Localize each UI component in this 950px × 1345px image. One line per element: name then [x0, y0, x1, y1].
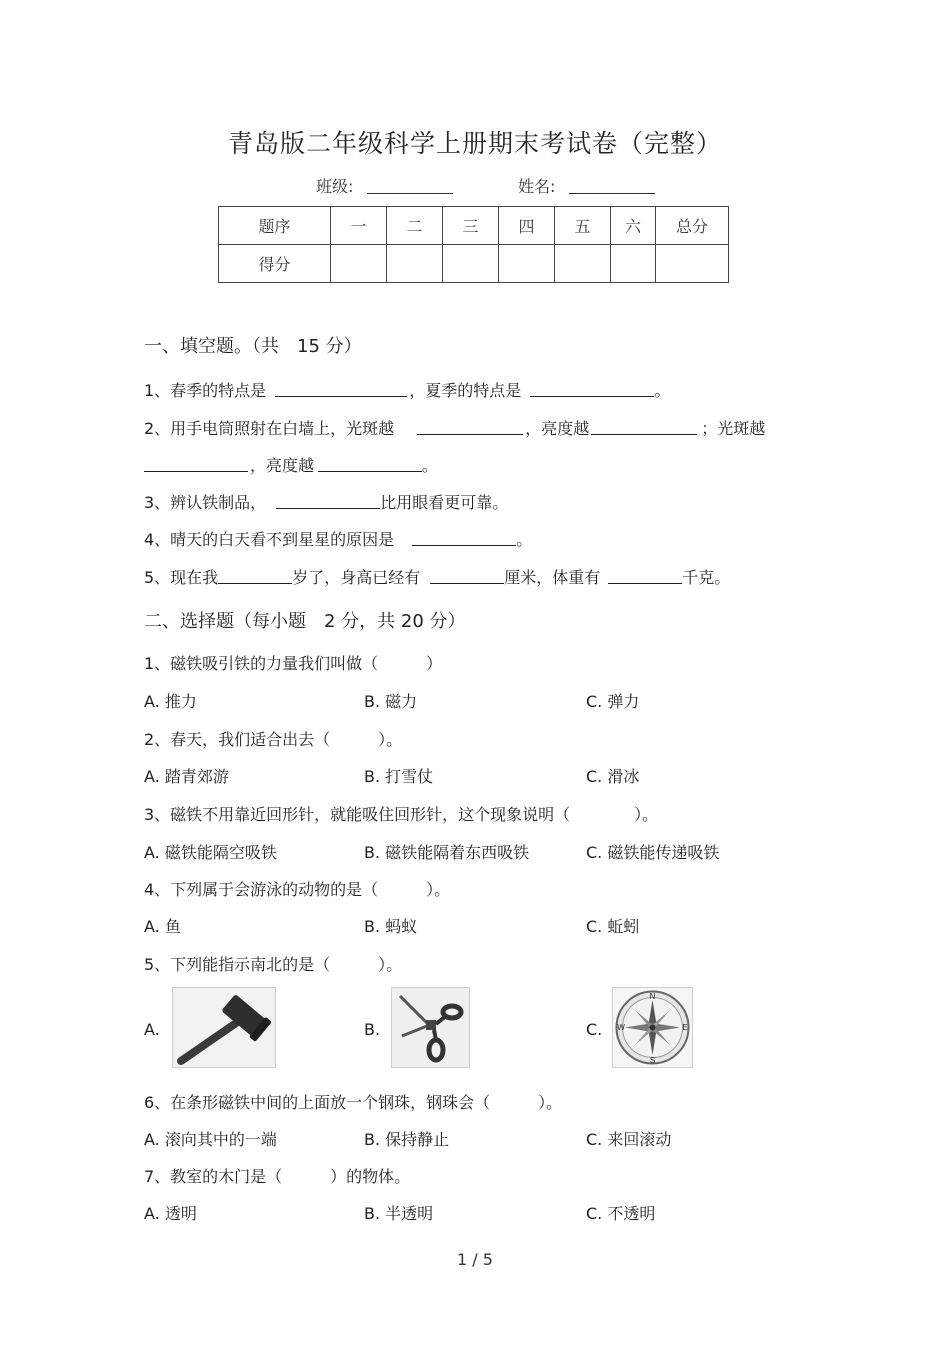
fill-question-1	[144, 378, 670, 401]
q4-text-a: 4、晴天的白天看不到星星的原因是	[144, 530, 395, 549]
score-cell[interactable]	[656, 245, 729, 283]
option-b[interactable]: B. 磁力	[364, 692, 418, 711]
choice-question: 5、下列能指示南北的是（ ）。	[144, 955, 403, 974]
option-a[interactable]: A. 鱼	[144, 917, 181, 936]
answer-blank[interactable]	[608, 568, 682, 584]
fill-question-2-cont	[144, 453, 438, 476]
choice-question: 2、春天，我们适合出去（ ）。	[144, 730, 403, 749]
hammer-icon	[173, 988, 275, 1067]
choice-question: 3、磁铁不用靠近回形针，就能吸住回形针，这个现象说明（ ）。	[144, 805, 659, 824]
compass-label-n: N	[649, 992, 656, 1001]
score-header-cell: 六	[611, 207, 656, 245]
score-header-cell: 三	[443, 207, 499, 245]
q3-text-a: 3、辨认铁制品，	[144, 493, 267, 512]
option-a[interactable]: A. 踏青郊游	[144, 767, 229, 786]
option-b[interactable]: B. 蚂蚁	[364, 917, 418, 936]
compass-picture[interactable]	[612, 987, 693, 1068]
compass-label-w: W	[617, 1023, 625, 1032]
answer-blank[interactable]	[417, 419, 523, 435]
score-cell[interactable]	[331, 245, 387, 283]
name-field	[518, 174, 655, 197]
option-c[interactable]: C.	[586, 1020, 603, 1039]
scissors-icon	[392, 988, 469, 1067]
q5-text-b: 岁了，身高已经有	[292, 568, 421, 587]
fill-question-2	[144, 416, 765, 439]
score-header-cell: 五	[555, 207, 611, 245]
score-table	[218, 206, 729, 283]
choice-question: 1、磁铁吸引铁的力量我们叫做（ ）	[144, 654, 443, 673]
choice-question: 7、教室的木门是（ ）的物体。	[144, 1167, 411, 1186]
fill-question-4	[144, 527, 532, 550]
answer-blank[interactable]	[430, 568, 504, 584]
score-header-cell: 题序	[219, 207, 331, 245]
class-label: 班级:	[316, 177, 354, 196]
name-blank[interactable]	[569, 177, 655, 194]
score-cell[interactable]	[387, 245, 443, 283]
option-c[interactable]: C. 不透明	[586, 1204, 656, 1223]
class-field	[316, 174, 453, 197]
option-a[interactable]: A. 推力	[144, 692, 197, 711]
score-header-cell: 二	[387, 207, 443, 245]
option-a[interactable]: A.	[144, 1020, 160, 1039]
option-c[interactable]: C. 蚯蚓	[586, 917, 640, 936]
q2-text-c: ；光斑越	[701, 419, 766, 438]
q5-text-d: 千克。	[682, 568, 731, 587]
option-c[interactable]: C. 来回滚动	[586, 1130, 672, 1149]
choice-question: 6、在条形磁铁中间的上面放一个钢珠，钢珠会（ ）。	[144, 1093, 563, 1112]
option-b[interactable]: B. 半透明	[364, 1204, 434, 1223]
answer-blank[interactable]	[144, 456, 248, 472]
compass-icon	[613, 988, 692, 1067]
score-row-label: 得分	[219, 245, 331, 283]
page-number: 1 / 5	[457, 1250, 493, 1269]
compass-label-e: E	[682, 1023, 688, 1032]
choice-question: 4、下列属于会游泳的动物的是（ ）。	[144, 880, 451, 899]
option-a[interactable]: A. 透明	[144, 1204, 197, 1223]
class-blank[interactable]	[367, 177, 453, 194]
scissors-picture[interactable]	[391, 987, 470, 1068]
answer-blank[interactable]	[591, 419, 697, 435]
score-header-cell: 一	[331, 207, 387, 245]
score-row	[219, 245, 729, 283]
answer-blank[interactable]	[318, 456, 422, 472]
q2-text-e: 。	[422, 456, 439, 475]
answer-blank[interactable]	[530, 381, 654, 397]
q2-text-a: 2、用手电筒照射在白墙上，光斑越	[144, 419, 395, 438]
section2-heading: 二、选择题（每小题 2 分，共 20 分）	[144, 611, 466, 632]
q5-text-a: 5、现在我	[144, 568, 219, 587]
option-b[interactable]: B.	[364, 1020, 381, 1039]
option-b[interactable]: B. 磁铁能隔着东西吸铁	[364, 843, 530, 862]
section1-heading: 一、填空题。（共 15 分）	[144, 336, 362, 357]
answer-blank[interactable]	[276, 493, 380, 509]
option-c[interactable]: C. 弹力	[586, 692, 640, 711]
q1-text-c: 。	[654, 381, 671, 400]
score-cell[interactable]	[443, 245, 499, 283]
page-title: 青岛版二年级科学上册期末考试卷（完整）	[227, 129, 722, 158]
fill-question-3	[144, 490, 508, 513]
score-cell[interactable]	[611, 245, 656, 283]
score-header-row	[219, 207, 729, 245]
score-cell[interactable]	[499, 245, 555, 283]
compass-label-s: S	[649, 1056, 656, 1065]
q2-text-b: ，亮度越	[525, 419, 590, 438]
q2-text-d: ，亮度越	[250, 456, 315, 475]
q3-text-b: 比用眼看更可靠。	[380, 493, 509, 512]
score-header-cell: 总分	[656, 207, 729, 245]
option-c[interactable]: C. 磁铁能传递吸铁	[586, 843, 720, 862]
option-b[interactable]: B. 打雪仗	[364, 767, 434, 786]
option-b[interactable]: B. 保持静止	[364, 1130, 450, 1149]
score-header-cell: 四	[499, 207, 555, 245]
answer-blank[interactable]	[275, 381, 407, 397]
hammer-picture[interactable]	[172, 987, 276, 1068]
q4-text-b: 。	[516, 530, 533, 549]
answer-blank[interactable]	[412, 530, 516, 546]
option-c[interactable]: C. 滑冰	[586, 767, 640, 786]
q1-text-a: 1、春季的特点是	[144, 381, 267, 400]
q5-text-c: 厘米，体重有	[504, 568, 601, 587]
option-a[interactable]: A. 滚向其中的一端	[144, 1130, 277, 1149]
score-cell[interactable]	[555, 245, 611, 283]
fill-question-5	[144, 565, 730, 588]
name-label: 姓名:	[518, 177, 556, 196]
q1-text-b: ，夏季的特点是	[409, 381, 522, 400]
option-a[interactable]: A. 磁铁能隔空吸铁	[144, 843, 277, 862]
answer-blank[interactable]	[218, 568, 292, 584]
